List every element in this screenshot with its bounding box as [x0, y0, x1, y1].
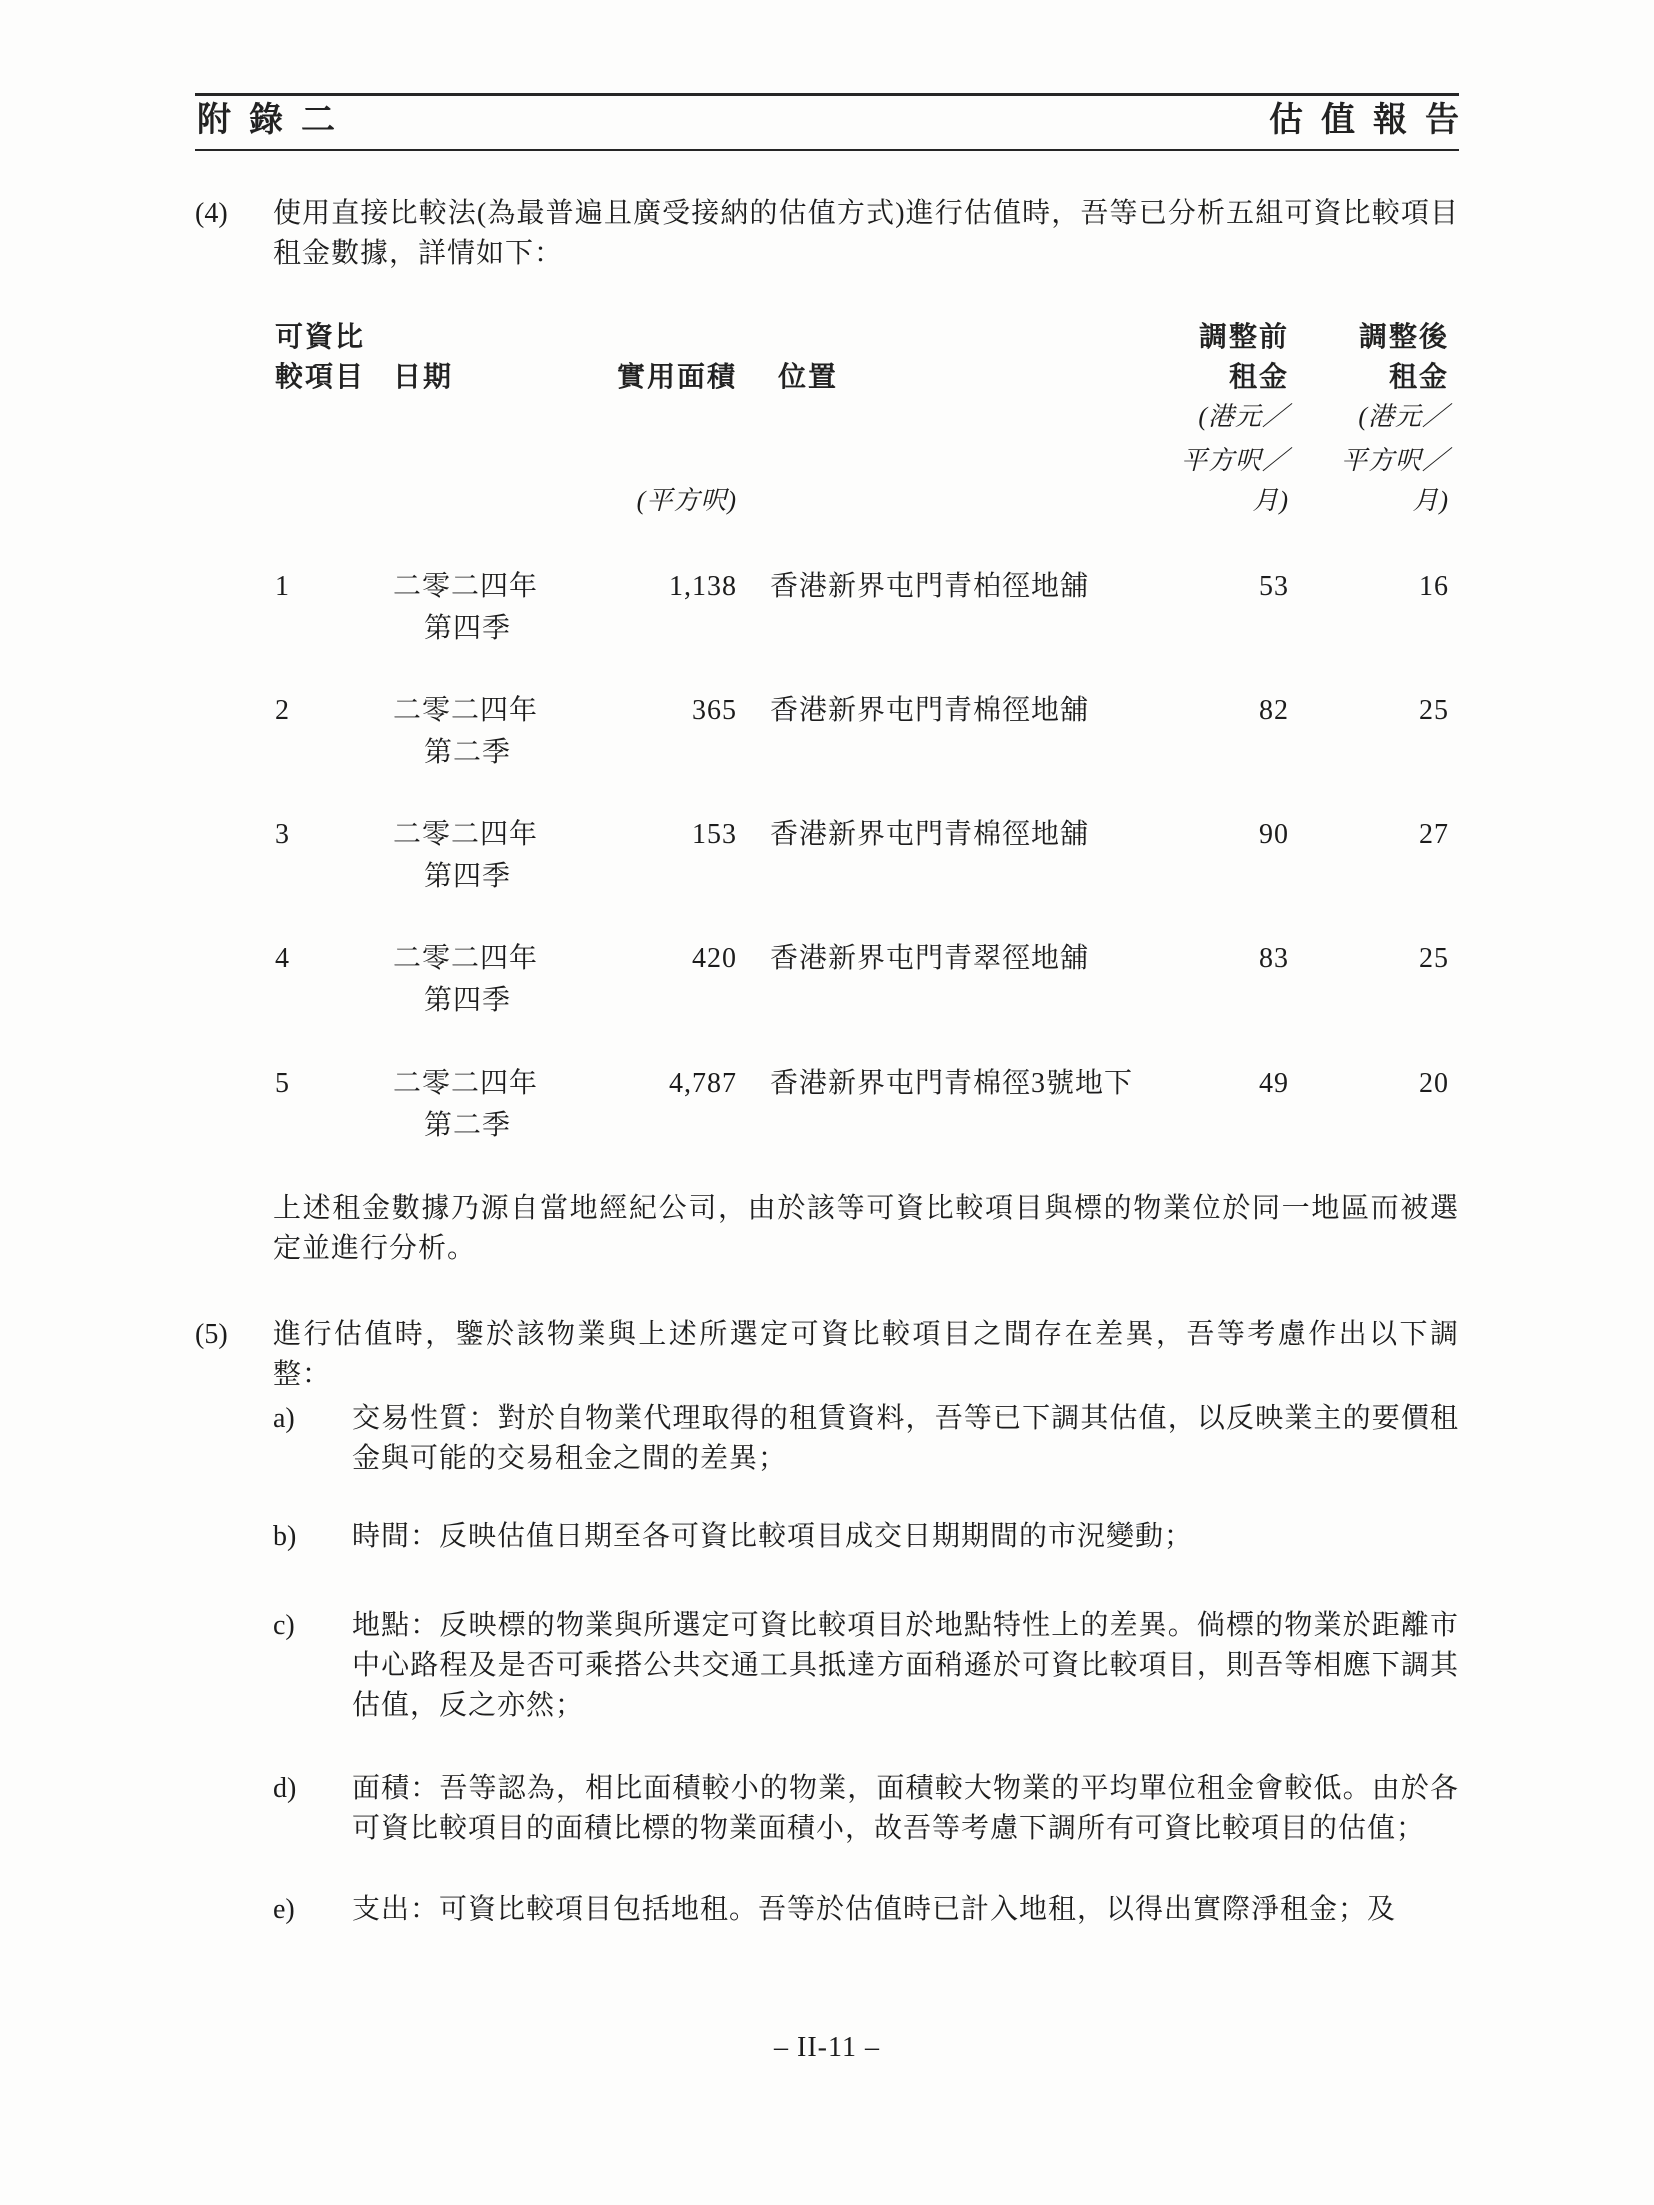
paragraph-5-text: 進行估值時，鑒於該物業與上述所選定可資比較項目之間存在差異，吾等考慮作出以下調整： — [273, 1319, 1459, 1390]
row5-date-year: 二零二四年 — [393, 1068, 539, 1099]
rent-after-unit-line2: 平方呎／ — [1340, 446, 1449, 475]
row2-area: 365 — [692, 695, 737, 726]
header-bottom-rule — [195, 149, 1459, 151]
header-top-rule — [195, 93, 1459, 96]
adjustment-e-label: e) — [273, 1894, 295, 1925]
row4-area: 420 — [692, 943, 737, 974]
row1-number: 1 — [275, 571, 290, 602]
row3-date-quarter: 第四季 — [424, 861, 512, 892]
row5-rent-after: 20 — [1419, 1068, 1449, 1099]
row2-number: 2 — [275, 695, 290, 726]
table-header-comparable-line1: 可資比 — [275, 321, 366, 352]
table-header-comparable-line2: 較項目 — [275, 361, 366, 392]
row3-date-year: 二零二四年 — [393, 819, 539, 850]
adjustment-e-text: 支出：可資比較項目包括地租。吾等於估值時已計入地租，以得出實際淨租金；及 — [352, 1894, 1397, 1925]
table-header-rent-before-line1: 調整前 — [1198, 321, 1289, 352]
row3-rent-after: 27 — [1419, 819, 1449, 850]
adjustment-d-label: d) — [273, 1773, 297, 1804]
rent-after-unit-line1: (港元／ — [1358, 402, 1449, 431]
row3-rent-before: 90 — [1259, 819, 1289, 850]
row1-rent-before: 53 — [1259, 571, 1289, 602]
row1-rent-after: 16 — [1419, 571, 1449, 602]
row2-location: 香港新界屯門青棉徑地舖 — [770, 695, 1090, 726]
area-unit: (平方呎) — [636, 486, 737, 515]
note-after-table: 上述租金數據乃源自當地經紀公司，由於該等可資比較項目與標的物業位於同一地區而被選定並進行分析。 — [273, 1193, 1459, 1264]
row1-area: 1,138 — [669, 571, 737, 602]
row1-date-year: 二零二四年 — [393, 571, 539, 602]
table-header-location: 位置 — [778, 361, 839, 392]
row4-number: 4 — [275, 943, 290, 974]
table-header-rent-after-line1: 調整後 — [1358, 321, 1449, 352]
row3-number: 3 — [275, 819, 290, 850]
adjustment-c-label: c) — [273, 1610, 295, 1641]
row4-rent-after: 25 — [1419, 943, 1449, 974]
row4-date-year: 二零二四年 — [393, 943, 539, 974]
report-title: 估值報告 — [1269, 101, 1477, 139]
paragraph-5-number: (5) — [195, 1319, 228, 1350]
paragraph-4-number: (4) — [195, 198, 228, 229]
row3-location: 香港新界屯門青棉徑地舖 — [770, 819, 1090, 850]
row5-number: 5 — [275, 1068, 290, 1099]
adjustment-b-label: b) — [273, 1521, 297, 1552]
row2-date-year: 二零二四年 — [393, 695, 539, 726]
table-header-area: 實用面積 — [616, 361, 737, 392]
adjustment-a-text: 交易性質：對於自物業代理取得的租賃資料，吾等已下調其估值，以反映業主的要價租金與可能的交易租金之間的差異； — [352, 1403, 1459, 1474]
page-number: – II-11 – — [774, 2032, 880, 2063]
row4-rent-before: 83 — [1259, 943, 1289, 974]
row2-rent-after: 25 — [1419, 695, 1449, 726]
row2-rent-before: 82 — [1259, 695, 1289, 726]
row5-date-quarter: 第二季 — [424, 1110, 512, 1141]
paragraph-4-text: 使用直接比較法(為最普遍且廣受接納的估值方式)進行估值時，吾等已分析五組可資比較項目租金數據，詳情如下： — [273, 198, 1459, 269]
row5-rent-before: 49 — [1259, 1068, 1289, 1099]
adjustment-c-text: 地點：反映標的物業與所選定可資比較項目於地點特性上的差異。倘標的物業於距離市中心路程及是否可乘搭公共交通工具抵達方面稍遜於可資比較項目，則吾等相應下調其估值，反之亦然； — [352, 1610, 1459, 1721]
adjustment-a-label: a) — [273, 1403, 295, 1434]
rent-before-unit-line2: 平方呎／ — [1180, 446, 1289, 475]
adjustment-b-text: 時間：反映估值日期至各可資比較項目成交日期期間的市況變動； — [352, 1521, 1194, 1552]
row5-location: 香港新界屯門青棉徑3號地下 — [770, 1068, 1134, 1099]
rent-before-unit-line1: (港元／ — [1198, 402, 1289, 431]
row4-location: 香港新界屯門青翠徑地舖 — [770, 943, 1090, 974]
rent-after-unit-line3: 月) — [1412, 486, 1449, 515]
rent-before-unit-line3: 月) — [1252, 486, 1289, 515]
row5-area: 4,787 — [669, 1068, 737, 1099]
table-header-date: 日期 — [393, 361, 454, 392]
table-header-rent-after-line2: 租金 — [1388, 361, 1449, 392]
row3-area: 153 — [692, 819, 737, 850]
row4-date-quarter: 第四季 — [424, 985, 512, 1016]
adjustment-d-text: 面積：吾等認為，相比面積較小的物業，面積較大物業的平均單位租金會較低。由於各可資比較項目的面積比標的物業面積小，故吾等考慮下調所有可資比較項目的估值； — [352, 1773, 1459, 1844]
row1-location: 香港新界屯門青柏徑地舖 — [770, 571, 1090, 602]
appendix-title: 附錄二 — [197, 101, 353, 139]
table-header-rent-before-line2: 租金 — [1228, 361, 1289, 392]
row1-date-quarter: 第四季 — [424, 613, 512, 644]
row2-date-quarter: 第二季 — [424, 737, 512, 768]
